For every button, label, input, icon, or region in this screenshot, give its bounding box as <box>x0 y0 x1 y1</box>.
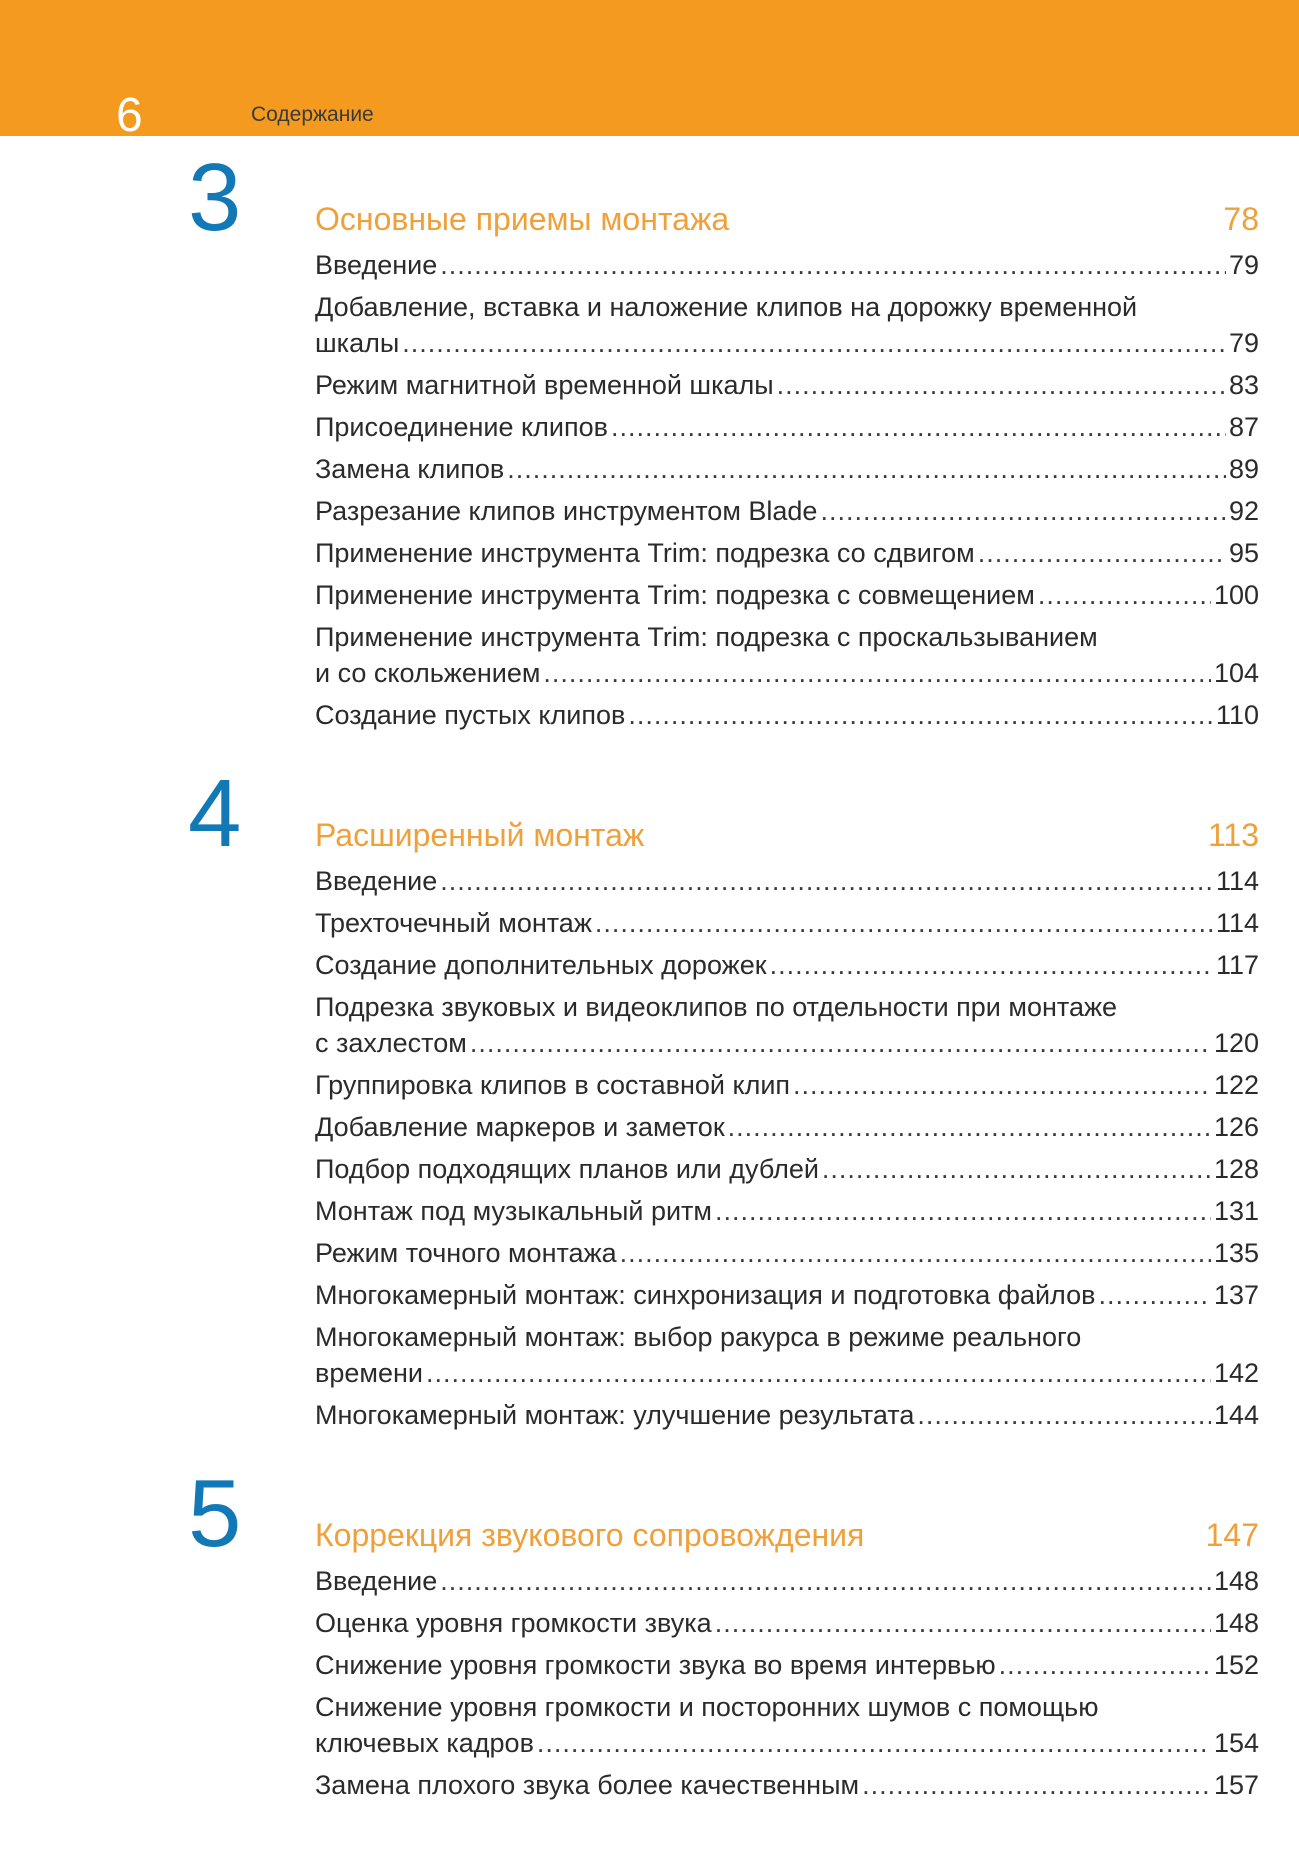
toc-entry[interactable]: Разрезание клипов инструментом Blade ..... 92 <box>315 490 1259 532</box>
toc-entry[interactable]: Снижение уровня громкости и посторонних шумов с помощью ключевых кадров ..... 154 <box>315 1686 1259 1764</box>
toc-entry[interactable]: Режим точного монтажа ..... 135 <box>315 1232 1259 1274</box>
toc-entry[interactable]: Многокамерный монтаж: улучшение результата ..... 144 <box>315 1394 1259 1436</box>
toc-entry[interactable]: Создание пустых клипов ..... 110 <box>315 694 1259 736</box>
toc-entry[interactable]: Многокамерный монтаж: выбор ракурса в режиме реального времени ..... 142 <box>315 1316 1259 1394</box>
toc-entries <box>315 244 1259 736</box>
toc-entry[interactable]: Подрезка звуковых и видеоклипов по отдельности при монтаже с захлестом ..... 120 <box>315 986 1259 1064</box>
toc-entry[interactable]: Группировка клипов в составной клип ..... 122 <box>315 1064 1259 1106</box>
toc-entry[interactable]: Введение ..... 148 <box>315 1560 1259 1602</box>
toc-entry[interactable]: Введение ..... 79 <box>315 244 1259 286</box>
toc-entry[interactable]: Замена плохого звука более качественным ..... 157 <box>315 1764 1259 1806</box>
toc-entry[interactable]: Создание дополнительных дорожек ..... 117 <box>315 944 1259 986</box>
toc-entry[interactable]: Применение инструмента Trim: подрезка с проскальзыванием и со скольжением ..... 104 <box>315 616 1259 694</box>
chapter-title: Коррекция звукового сопровождения <box>315 1517 865 1553</box>
toc-entry[interactable]: Замена клипов ..... 89 <box>315 448 1259 490</box>
toc-entry[interactable]: Монтаж под музыкальный ритм ..... 131 <box>315 1190 1259 1232</box>
toc-entry[interactable]: Добавление маркеров и заметок ..... 126 <box>315 1106 1259 1148</box>
chapter-page: 113 <box>1207 817 1259 853</box>
toc-entry[interactable]: Введение ..... 114 <box>315 860 1259 902</box>
chapter-number: 3 <box>188 144 242 251</box>
toc-entry[interactable]: Подбор подходящих планов или дублей ..... 128 <box>315 1148 1259 1190</box>
toc-entry[interactable]: Снижение уровня громкости звука во время интервью ..... 152 <box>315 1644 1259 1686</box>
chapter-number: 5 <box>188 1460 242 1567</box>
page-header <box>0 0 1299 142</box>
toc-entry[interactable]: Присоединение клипов ..... 87 <box>315 406 1259 448</box>
toc-entry[interactable]: Добавление, вставка и наложение клипов на дорожку временной шкалы ..... 79 <box>315 286 1259 364</box>
toc-entries <box>315 1560 1259 1806</box>
chapter-title: Расширенный монтаж <box>315 817 645 853</box>
chapter-heading[interactable] <box>315 203 1259 235</box>
toc-entry[interactable]: Многокамерный монтаж: синхронизация и подготовка файлов ..... 137 <box>315 1274 1259 1316</box>
toc-entries <box>315 860 1259 1436</box>
chapter-number: 4 <box>188 760 242 867</box>
toc-entry[interactable]: Режим магнитной временной шкалы ..... 83 <box>315 364 1259 406</box>
chapter-page: 147 <box>1205 1517 1259 1553</box>
page-number: 6 <box>116 89 143 142</box>
toc-entry[interactable]: Применение инструмента Trim: подрезка с совмещением ..... 100 <box>315 574 1259 616</box>
toc-entry[interactable]: Трехточечный монтаж ..... 114 <box>315 902 1259 944</box>
toc-entry[interactable]: Оценка уровня громкости звука ..... 148 <box>315 1602 1259 1644</box>
chapter-heading[interactable] <box>315 819 1259 851</box>
chapter-heading[interactable] <box>315 1519 1259 1551</box>
chapter-page: 78 <box>1223 201 1259 237</box>
toc-entry[interactable]: Применение инструмента Trim: подрезка со сдвигом ..... 95 <box>315 532 1259 574</box>
chapter-title: Основные приемы монтажа <box>315 201 730 237</box>
running-title: Содержание <box>251 103 374 126</box>
